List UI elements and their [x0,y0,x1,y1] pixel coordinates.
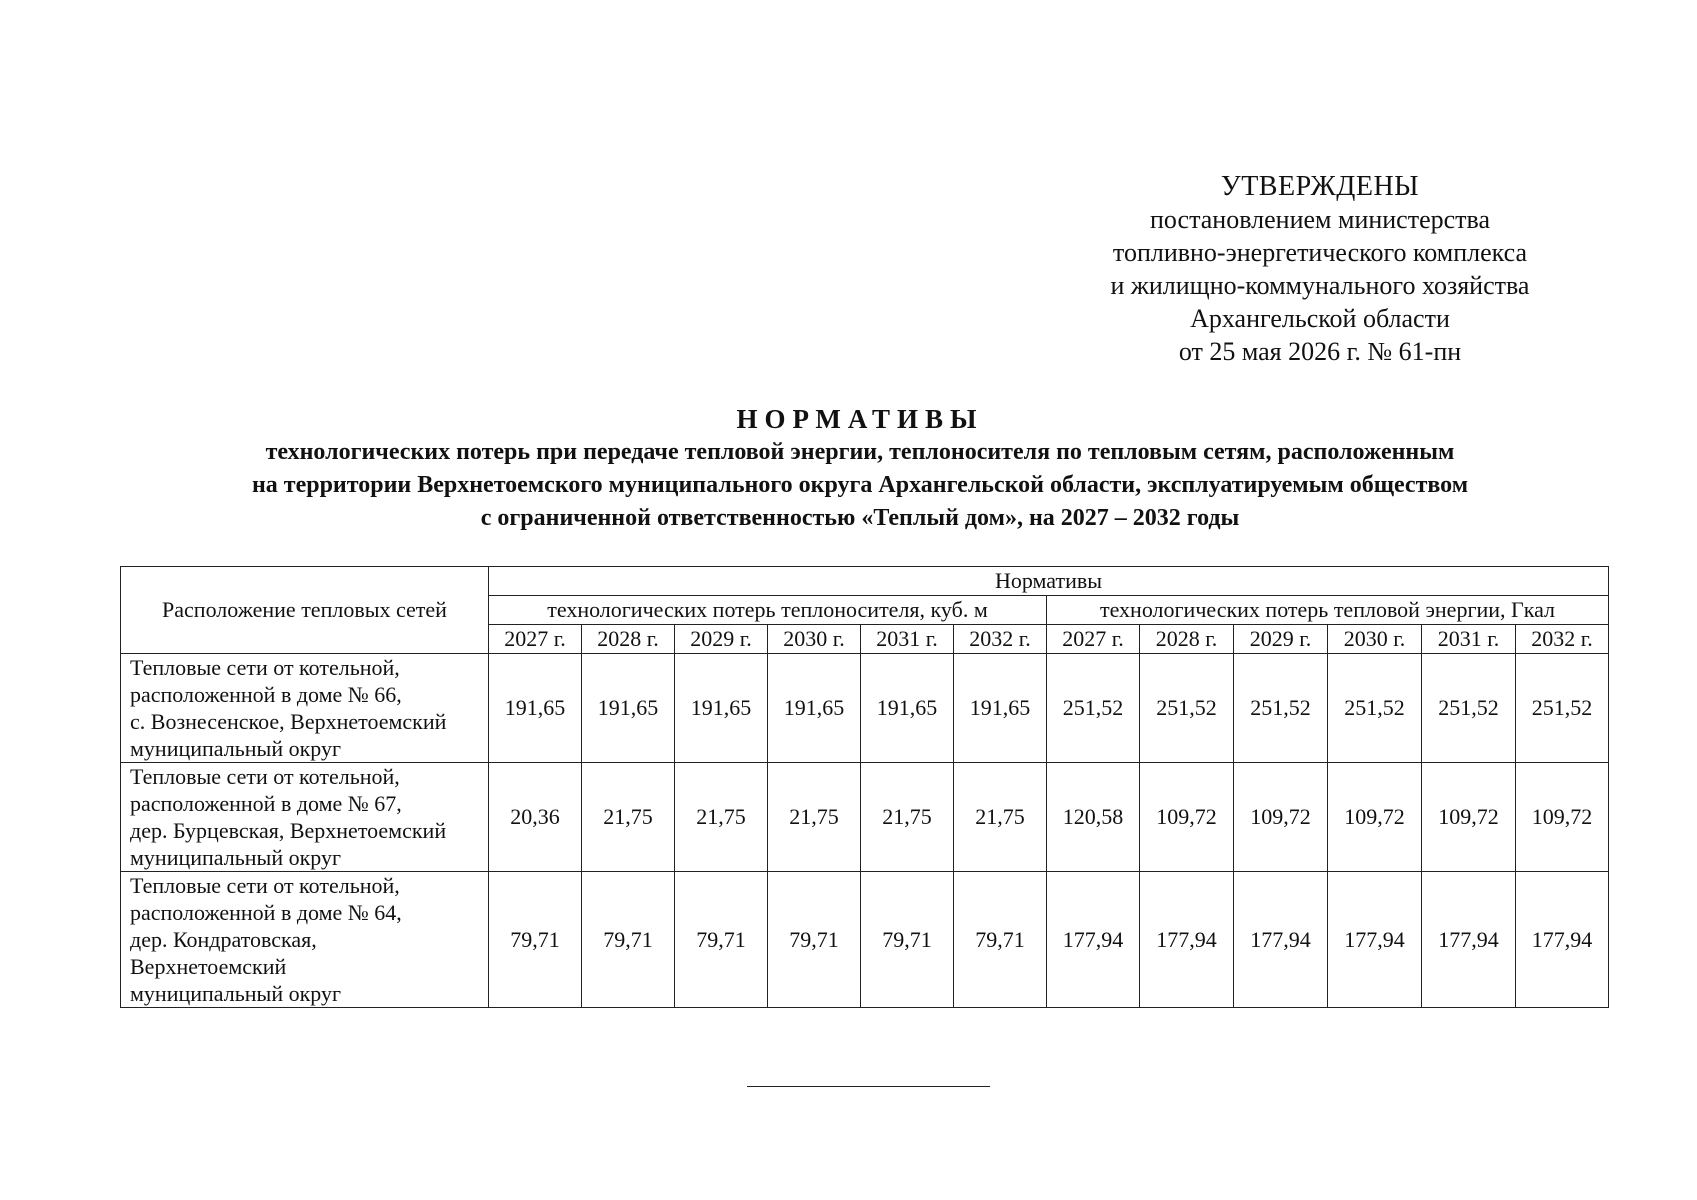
location-line: Тепловые сети от котельной, [130,764,400,789]
value-cell: 79,71 [861,872,954,1008]
location-line: расположенной в доме № 67, [130,791,402,816]
value-cell: 20,36 [489,763,582,872]
value-cell: 251,52 [1047,654,1140,763]
year-header: 2028 г. [1140,625,1234,654]
value-cell: 109,72 [1422,763,1516,872]
value-cell: 177,94 [1422,872,1516,1008]
value-cell: 191,65 [582,654,675,763]
value-cell: 109,72 [1328,763,1422,872]
location-line: Верхнетоемский [130,954,287,979]
value-cell: 251,52 [1328,654,1422,763]
document-title [120,402,1600,535]
year-header: 2029 г. [1234,625,1328,654]
location-line: расположенной в доме № 64, [130,900,402,925]
value-cell: 120,58 [1047,763,1140,872]
value-cell: 251,52 [1516,654,1609,763]
value-cell: 191,65 [954,654,1047,763]
value-cell: 79,71 [954,872,1047,1008]
value-cell: 79,71 [675,872,768,1008]
value-cell: 109,72 [1140,763,1234,872]
location-cell [121,654,489,763]
approval-date: от 25 мая 2026 г. № 61-пн [1178,337,1462,366]
title-line: на территории Верхнетоемского муниципального округа Архангельской области, эксплуатируемым обществом [251,472,1469,498]
location-line: муниципальный округ [130,736,342,761]
location-line: муниципальный округ [130,845,342,870]
value-cell: 21,75 [861,763,954,872]
table-row [121,654,1609,763]
header-coolant-losses: технологических потерь теплоносителя, куб. м [489,596,1047,625]
value-cell: 191,65 [675,654,768,763]
location-line: расположенной в доме № 66, [130,682,402,707]
value-cell: 251,52 [1140,654,1234,763]
value-cell: 177,94 [1234,872,1328,1008]
year-header: 2027 г. [1047,625,1140,654]
location-line: муниципальный округ [130,981,342,1006]
year-header: 2031 г. [861,625,954,654]
value-cell: 251,52 [1234,654,1328,763]
value-cell: 21,75 [675,763,768,872]
value-cell: 21,75 [582,763,675,872]
year-header: 2030 г. [1328,625,1422,654]
table-row [121,763,1609,872]
location-cell [121,872,489,1008]
value-cell: 79,71 [768,872,861,1008]
value-cell: 177,94 [1516,872,1609,1008]
year-header: 2030 г. [768,625,861,654]
value-cell: 109,72 [1234,763,1328,872]
approval-line: постановлением министерства [1149,205,1491,234]
header-location: Расположение тепловых сетей [121,567,489,654]
location-line: с. Вознесенское, Верхнетоемский [130,709,447,734]
value-cell: 191,65 [861,654,954,763]
year-header: 2029 г. [675,625,768,654]
value-cell: 191,65 [768,654,861,763]
approval-line: и жилищно-коммунального хозяйства [1110,271,1530,300]
title-line: технологических потерь при передаче тепловой энергии, теплоносителя по тепловым сетям, расположенным [265,439,1455,465]
approval-title: УТВЕРЖДЕНЫ [1220,171,1420,202]
header-heat-losses: технологических потерь тепловой энергии, Гкал [1047,596,1609,625]
year-header: 2027 г. [489,625,582,654]
location-cell [121,763,489,872]
location-line: дер. Бурцевская, Верхнетоемский [130,818,447,843]
value-cell: 79,71 [582,872,675,1008]
end-divider [747,1086,990,1087]
year-header: 2031 г. [1422,625,1516,654]
location-line: Тепловые сети от котельной, [130,873,400,898]
year-header: 2032 г. [1516,625,1609,654]
approval-line: топливно-энергетического комплекса [1112,238,1528,267]
table-row [121,872,1609,1008]
year-header: 2032 г. [954,625,1047,654]
approval-block [1080,170,1560,368]
norms-table [120,566,1609,1008]
value-cell: 177,94 [1140,872,1234,1008]
value-cell: 79,71 [489,872,582,1008]
value-cell: 177,94 [1047,872,1140,1008]
location-line: дер. Кондратовская, [130,927,317,952]
location-line: Тепловые сети от котельной, [130,655,400,680]
value-cell: 21,75 [954,763,1047,872]
value-cell: 177,94 [1328,872,1422,1008]
approval-line: Архангельской области [1190,304,1450,333]
value-cell: 191,65 [489,654,582,763]
value-cell: 21,75 [768,763,861,872]
value-cell: 251,52 [1422,654,1516,763]
header-norms: Нормативы [489,567,1609,596]
year-header: 2028 г. [582,625,675,654]
value-cell: 109,72 [1516,763,1609,872]
title-line: с ограниченной ответственностью «Теплый дом», на 2027 – 2032 годы [480,505,1240,531]
title-main: НОРМАТИВЫ [736,404,984,434]
